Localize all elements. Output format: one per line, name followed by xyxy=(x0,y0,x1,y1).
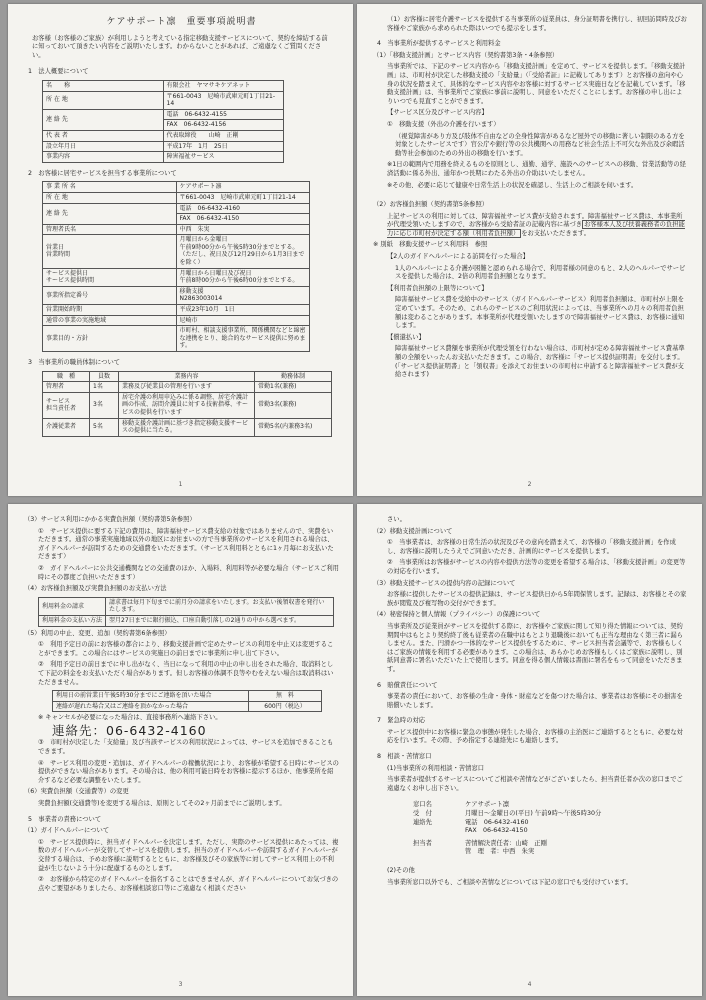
paragraph: ② ガイドヘルパーに公共交通機関などの交通費のほか、入場料、利用料等が必要な場合（サービスご利用時にその都度ご負担いただきます） xyxy=(38,564,339,581)
table-row: 連 絡 先 電話 06-6432-4155 xyxy=(43,109,284,120)
table-header-row: 職 種 員数 業務内容 勤務体制 xyxy=(43,371,332,382)
table-row: 設立年月日 平成17年 1月 25日 xyxy=(43,141,284,152)
paragraph: ① 利用予定日の前にお客様の都合により、移動支援計画で定めたサービスの利用を中止又は変更することができます。この場合にはサービスの実施日の前日までに事業所に申し出て下さい。 xyxy=(38,641,334,657)
table-row: 所 在 地 〒661-0043 尼崎市武庫元町1丁目21-14 xyxy=(43,91,284,109)
paragraph: （視覚障害があり方及び肢体不自由などの全身性障害があるなど屋外での移動に著しい制限のある方を対象としたサービスです）官公庁や銀行等の公共機関への用務など社会生活上不可欠な外出及び余暇活動等社会参加のための外出の移動を行います。 xyxy=(395,132,685,157)
boxed-text: お客様本人及び扶養義務者の負担能力に応じ市町村が決定する額（利用者負担額） xyxy=(387,221,685,237)
page-number: 3 xyxy=(178,981,183,988)
list-item: 連絡先 電話 06-6432-4160 xyxy=(413,818,529,826)
table-row: 代 表 者 代表取締役 山崎 正剛 xyxy=(43,130,284,141)
list-item: 管 理 者：中西 朱実 xyxy=(465,848,535,856)
section-5-heading: 5 事業者の責務について xyxy=(28,815,102,823)
section-1-heading: 1 法人概要について xyxy=(28,68,89,76)
bracket-heading: 【利用者負担額の上限等について】 xyxy=(387,284,488,292)
table-row: 名 称 有限会社 ヤマサキケアネット xyxy=(43,80,284,91)
paragraph: ③ 市町村が決定した「支給量」及び当該サービスの利用状況によっては、サービスを追加できることもできます。 xyxy=(38,739,334,756)
paragraph: 上記サービスの利用に対しては、障害福祉サービス費が支給されます。障害福祉サービス費は、本事業所が代理受領いたしますので、お客様から受給者証の記載内容に基づき xyxy=(387,212,683,229)
table-row: 事業所指定番号 移動支援 N2863003014 xyxy=(43,286,310,304)
paragraph: 当事業所では、下記のサービス内容から「移動支援計画」を定めて、サービスを提供します。「移動支援計画」は、市町村が決定した移動支援の「支給量」（「受給者証」に記載してあります）とお客様の意向や心身の状況を踏まえて、具体的なサービス内容やお客様に対するサービス実施日などを記載しています。「移動支援計画」は、当事業所でご家族に事前に説明し、同意をいただくことにします。お客様の申し出によりいつでも見直すことができます。 xyxy=(387,63,686,105)
note: ※ 別紙 移動支援サービス利用料 参照 xyxy=(373,241,488,249)
bracket-heading: 【償還払い】 xyxy=(387,333,425,341)
table-row: 管理者氏名 中西 朱実 xyxy=(43,224,310,235)
document-title: ケアサポート凛 重要事項説明書 xyxy=(106,17,257,27)
table-row: 連 絡 先 電話 06-6432-4160 xyxy=(43,203,310,214)
paragraph: ① サービス提供に要する下記の費用は、障害福祉サービス費支給の対象ではありませんので、実費をいただきます。通常の事業実施地域以外の地区にお住まいの方で当事業所のサービスを利用される場合は、ガイドヘルパーが訪問するための交通費をいただきます。（サービス利用料とともに1ヶ月毎にお支払いただきます） xyxy=(38,527,334,561)
subsection-heading: （3）移動支援サービスの提供内容の記録について xyxy=(373,579,516,587)
table-row: 営業日 営業時間 月曜日から金曜日 午前9時00分から午後5時30分までとする。 （ただし、祝日及び12月29日から1月3日までを除く） xyxy=(43,235,310,268)
list-item: 受 付 月曜日～金曜日の(平日) 午前9時～午後5時30分 xyxy=(413,810,602,818)
paragraph: 障害福祉サービス費を受給中のサービス（ガイドヘルパーサービス）利用者負担額は、市町村が上限を定めています。そのため、これらのサービスのご利用状況によっては、当事業所への月々の利用者負担額は変わることがあります。本事業所が代理受領いたしますので障害福祉サービス費は、お客様に通知します。 xyxy=(395,296,685,330)
paragraph: ② 当事業所はお客様がサービスの内容や提供方法等の変更を希望する場合は、「移動支援計画」の変更等の対応を行います。 xyxy=(387,559,686,575)
paragraph: ① 当事業者は、お客様の日常生活の状況及びその意向を踏まえて、お客様の「移動支援計画」を作成し、お客様に説明したうえでご同意いただき、計画的にサービスを提供します。 xyxy=(387,539,676,555)
subsection-heading: （2）お客様負担額（契約書第5条参照） xyxy=(373,201,489,209)
table-row: 連絡が遅れた場合又はご連絡を頂かなかった場合 600円（税込） xyxy=(53,701,322,712)
paragraph: （1）お客様に居宅介護サービスを提供する当事業所の従業員は、身分証明書を携行し、初回訪問時及びお客様やご家族から求められた際はいつでも提示をします。 xyxy=(387,16,687,32)
subsection-heading: （2）移動支援計画について xyxy=(373,527,453,535)
section-3-heading: 3 当事業所の職員体制について xyxy=(28,359,121,366)
page-number: 4 xyxy=(527,981,532,988)
page-2 xyxy=(357,4,702,496)
bracket-heading: 【2人のガイドヘルパーによる訪問を行った場合】 xyxy=(387,253,529,261)
subsection-heading: (2)その他 xyxy=(387,867,415,874)
page-4 xyxy=(357,504,702,996)
intro-text: お客様（お客様のご家族）が利用しようと考えている指定移動支援サービスについて、契約を締結する前に知っておいて頂きたい内容をご説明いたします。わからないことがあれば、ご遠慮なくご質問ください。 xyxy=(32,34,328,59)
payment-table xyxy=(38,597,334,627)
paragraph: 事業者の責任において、お客様の生命・身体・財産などを傷つけた場合は、事業者はお客様にその損害を賠償いたします。 xyxy=(387,693,683,709)
table-row: 管理者 1名 業務及び従業員の管理を行います 常勤1名(兼務) xyxy=(43,382,332,393)
note: ※1日の範囲内で用務を終えるものを原則とし、通勤、通学、施設へのサービスへの移動、営業活動等の経済活動に係る外出、通年かつ長期にわたる外出の介助はいたしません。 xyxy=(387,161,686,177)
subsection-heading: （1）ガイドヘルパーについて xyxy=(24,827,110,835)
staff-table xyxy=(42,371,332,437)
subsection-heading: （5）利用の中止、変更、追加（契約書第6条参照） xyxy=(24,629,171,637)
page-1 xyxy=(8,4,353,496)
table-row: 事 業 所 名 ケアサポート凛 xyxy=(43,182,310,193)
paragraph: 当事業所及び従業員がサービスを提供する際に、お客様やご家族に関して知り得た情報については、契約期間中はもとより契約終了後も従業者の在職中はもとより退職後においても正当な理由なく第三者に漏らしません。また、円滑かつ一体的なサービス提供をするために、サービス担当者会議等で、お客様もしくはご家族の情報を利用する必要があります。この場合は、あらかじめお客様もしくはご家族に説明し、別紙同意書に署名いただいた上で使用します。同意を得る個人情報は書面に署名をもって同意をいただきます。 xyxy=(387,622,684,673)
contact-window xyxy=(413,801,688,857)
service-kind-heading: 【サービス区分及びサービス内容】 xyxy=(387,109,488,117)
section-2-heading: 2 お客様に居宅サービスを担当する事業所について xyxy=(28,169,177,177)
subsection-heading: （6）実費負担額（交通費等）の変更 xyxy=(24,788,129,796)
subsection-heading: （4）秘密保持と個人情報（プライバシー）の保護について xyxy=(373,611,541,619)
subsection-heading: （4）お客様負担額及び実費負担額のお支払い方法 xyxy=(24,585,167,593)
note: ※ キャンセルが必要になった場合は、直接事務所へ連絡下さい。 xyxy=(38,714,222,722)
paragraph: 実費負担額(交通費等)を変更する場合は、原則としてその2ヶ月前までにご説明します。 xyxy=(38,800,286,808)
section-4-heading: 4 当事業所が提供するサービスと利用料金 xyxy=(377,40,501,48)
paragraph: 当事業所窓口以外でも、ご相談や苦情などについては下記の窓口でも受付けています。 xyxy=(387,878,632,886)
section-7-heading: 7 緊急時の対応 xyxy=(377,717,426,725)
paragraph: お客様に提供したサービスの提供記録は、サービス提供日から5年間保管します。記録は、お客様とその家族が閲覧及び複写物の交付ができます。 xyxy=(387,591,687,607)
table-row: FAX 06-6432-4156 xyxy=(43,120,284,131)
paragraph: ④ サービス利用の変更・追加は、ガイドヘルパーの稼働状況により、お客様が希望する日時にサービスの提供ができない場合があります。その場合は、他の利用可能日時をお客様に提示するほか、他事業所を紹介するなど必要な調整をいたします。 xyxy=(38,759,339,784)
table-row: 通常の事業の実施地域 尼崎市 xyxy=(43,315,310,326)
paragraph: ② お客様から特定のガイドヘルパーを指名することはできませんが、ガイドヘルパーについてお気づきの点やご要望がありましたら、お客様相談窓口等にご遠慮なく相談ください xyxy=(38,876,339,892)
office-table xyxy=(42,181,310,352)
corporation-table xyxy=(42,80,284,163)
paragraph: 1人のヘルパーによる介護が困難と認められる場合で、利用者様の同意のもと、2人のヘルパーでサービスを提供した場合は、2倍の利用者負担額となります。 xyxy=(395,264,686,281)
table-row: 利用料金の支払い方法 翌月27日までに銀行振込、口座自動引落しの2通りの中から選べます。 xyxy=(39,615,334,626)
paragraph: サービス提供中にお客様に緊急の事態が発生した場合、お客様の主治医にご連絡するとともに、必要な対応を行います。その際、予め指定する連絡先にも連絡します。 xyxy=(387,728,683,745)
table-row: 介護従業者 5名 移動支援介護計画に基づき指定移動支援サービスの提供に当たる。 常勤5名(内兼務3名) xyxy=(43,418,332,436)
table-row: 利用料金の請求 請求書は毎月下旬までに前月分の請求をいたします。お支払い後領収書を発行いたします。 xyxy=(39,597,334,615)
table-row: サービス提供日 サービス提供時間 月曜日から日曜日及び祝日 午前8時00分から午後6時00分までとする。 xyxy=(43,268,310,286)
table-row: 事業目的・方針 市町村、相談支援事業所、関係機関などと綿密な連携をとり、総合的なサービス提供に努めます。 xyxy=(43,326,310,352)
paragraph: 障害福祉サービス費額を事業所が代理受領を行わない場合は、市町村が定める障害福祉サービス費基準額の全額をいったんお支払いただきます。この場合、お客様に「サービス提供証明書」を交付します。(「サービス提供証明書」と「領収書」を添えてお住まいの市町村に申請すると障害福祉サービス費が支給されます) xyxy=(395,345,685,379)
subsection-heading: （3）サービス利用にかかる実費負担額（契約書第5条参照） xyxy=(24,516,196,523)
section-8-heading: 8 相談・苦情窓口 xyxy=(377,753,432,761)
cancel-fee-table xyxy=(52,690,322,712)
list-item: 窓口名 ケアサポート凛 xyxy=(413,801,510,809)
service-item: ① 移動支援（外出の介護を行います） xyxy=(387,120,500,128)
table-row: FAX 06-6432-4150 xyxy=(43,214,310,225)
paragraph: をお支払いただきます。 xyxy=(521,229,590,237)
paragraph: ① サービス提供時に、担当ガイドヘルパーを決定します。ただし、実際のサービス提供にあたっては、複数のガイドヘルパーが交替してサービスを提供します。担当のガイドヘルパーや訪問するガイドヘルパーが交替する場合は、予めお客様に説明するとともに、お客様及びその家族等に対してサービス利用上の不利益が生じないよう十分に配慮するものとします。 xyxy=(38,838,339,872)
table-row: 事業内容 障害福祉サービス xyxy=(43,152,284,163)
table-row: サービス 担当責任者 3名 居宅介護の利用申込みに係る調整、居宅介護計画の作成、訪問介護員に対する技術指導、サービスの提供を行います 常勤3名(兼務) xyxy=(43,392,332,418)
page-number: 2 xyxy=(527,481,532,488)
contact-phone: 連絡先：06-6432-4160 xyxy=(52,722,207,738)
subsection-heading: (1)当事業所の利用相談・苦情窓口 xyxy=(387,764,485,772)
page-number: 1 xyxy=(178,481,183,488)
note: ※その他、必要に応じて健康や日常生活上の状況を確認し、生活上のご相談を伺います。 xyxy=(387,181,638,189)
list-item: FAX 06-6432-4150 xyxy=(465,827,528,835)
table-row: 利用日の前営業日午後5時30分までにご連絡を頂いた場合 無 料 xyxy=(53,691,322,702)
paragraph: さい。 xyxy=(387,516,406,523)
paragraph: 当事業者が提供するサービスについてご相談や苦情などがございましたら、担当責任者か次の窓口までご遠慮なくお申し出下さい。 xyxy=(387,776,683,792)
table-row: 所 在 地 〒661-0043 尼崎市武庫元町1丁目21-14 xyxy=(43,192,310,203)
subsection-heading: （1）「移動支援計画」とサービス内容（契約書第3条・4条参照） xyxy=(373,51,559,59)
section-6-heading: 6 賠償責任について xyxy=(377,681,438,689)
table-row: 営業開始時期 平成23年10月 1日 xyxy=(43,305,310,316)
list-item: 担当者 苦情解決責任者：山崎 正剛 xyxy=(413,839,547,847)
page-3 xyxy=(8,504,353,996)
paragraph: ② 利用予定日の前日までに申し出がなく、当日になって利用の中止の申し出をされた場合、取消料として下記の料金をお支払いただく場合があります。但しお客様の体調不良等やむをえない場合は取消料はいただきません。 xyxy=(38,661,334,686)
